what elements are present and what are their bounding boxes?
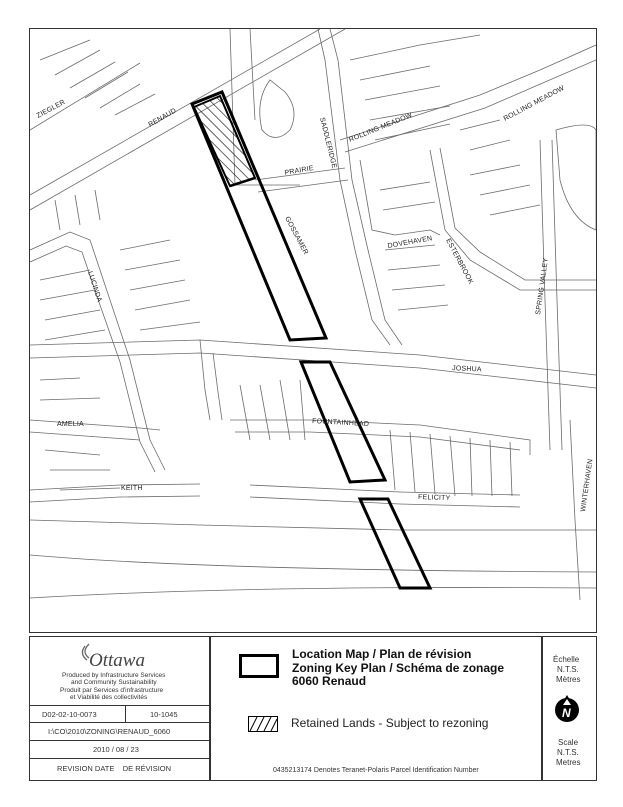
retained-lands-note: Retained Lands - Subject to rezoning: [291, 716, 489, 730]
north-arrow-icon: [554, 694, 580, 724]
north-letter: N: [562, 706, 571, 720]
legend-title-line1: Location Map / Plan de révision: [292, 647, 472, 661]
label-keith: KEITH: [121, 485, 143, 492]
produced-fr-1: Produit par Services d'infrastructure: [60, 687, 164, 694]
produced-en-1: Produced by Infrastructure Services: [62, 672, 166, 679]
tb-row-4: [29, 758, 210, 759]
scale-unit-en: Metres: [556, 758, 581, 767]
label-lucinda: LUCINDA: [86, 270, 103, 304]
tb-col: [125, 705, 126, 723]
map-number: 10-1045: [150, 710, 178, 719]
logo-wordmark: Ottawa: [89, 650, 145, 671]
tb-row-1: [29, 705, 210, 706]
label-gossamer: GOSSAMER: [283, 215, 310, 257]
scale-unit-fr: Mètres: [556, 675, 581, 684]
label-joshua: JOSHUA: [451, 365, 482, 374]
legend-title-line2: Zoning Key Plan / Schéma de zonage: [292, 660, 505, 675]
scale-en: Scale: [558, 738, 579, 747]
file-path: I:\CO\2010\ZONING\RENAUD_6060: [48, 727, 171, 736]
tb-row-2: [29, 722, 210, 723]
scale-nts-top: N.T.S.: [557, 665, 579, 674]
label-amelia: AMELIA: [57, 421, 84, 428]
divider-right: [541, 636, 543, 781]
zoning-key-plan-symbol: [239, 654, 279, 678]
map-frame: [29, 28, 597, 633]
legend-title: [292, 648, 504, 689]
pin-footnote: 0435213174 Denotes Teranet-Polaris Parcel Identification Number: [273, 767, 479, 774]
label-felicity: FELICITY: [417, 494, 451, 503]
revision-date-value: 2010 / 08 / 23: [93, 745, 139, 754]
label-prairie: PRAIRIE: [284, 164, 315, 177]
file-number: D02-02-10-0073: [42, 710, 97, 719]
label-rolling-meadow-1: ROLLING MEADOW: [348, 111, 414, 144]
legend-title-line3: 6060 Renaud: [292, 674, 367, 688]
label-saddleridge: SADDLERIDGE: [318, 116, 338, 170]
divider-left: [209, 636, 211, 781]
scale-nts-bottom: N.T.S.: [557, 748, 579, 757]
label-renaud: RENAUD: [147, 107, 178, 129]
label-winterhaven: WINTERHAVEN: [580, 458, 595, 513]
label-rolling-meadow-2: ROLLING MEADOW: [502, 84, 566, 123]
tb-row-3: [29, 740, 210, 741]
label-esterbrook: ESTERBROOK: [444, 237, 475, 286]
produced-fr-2: et Viabilité des collectivités: [70, 694, 148, 701]
scale-fr: Échelle: [553, 655, 580, 664]
revision-date-label: REVISION DATE DE RÉVISION: [57, 764, 172, 773]
ottawa-logo: [75, 640, 165, 672]
label-spring-valley: SPRING VALLEY: [535, 257, 550, 316]
label-dovehaven: DOVEHAVEN: [387, 235, 433, 250]
label-ziegler: ZIEGLER: [35, 98, 67, 120]
produced-en-2: and Community Sustainability: [71, 679, 157, 686]
label-fountainhead: FOUNTAINHEAD: [311, 418, 370, 428]
retained-lands-symbol: [248, 716, 278, 732]
